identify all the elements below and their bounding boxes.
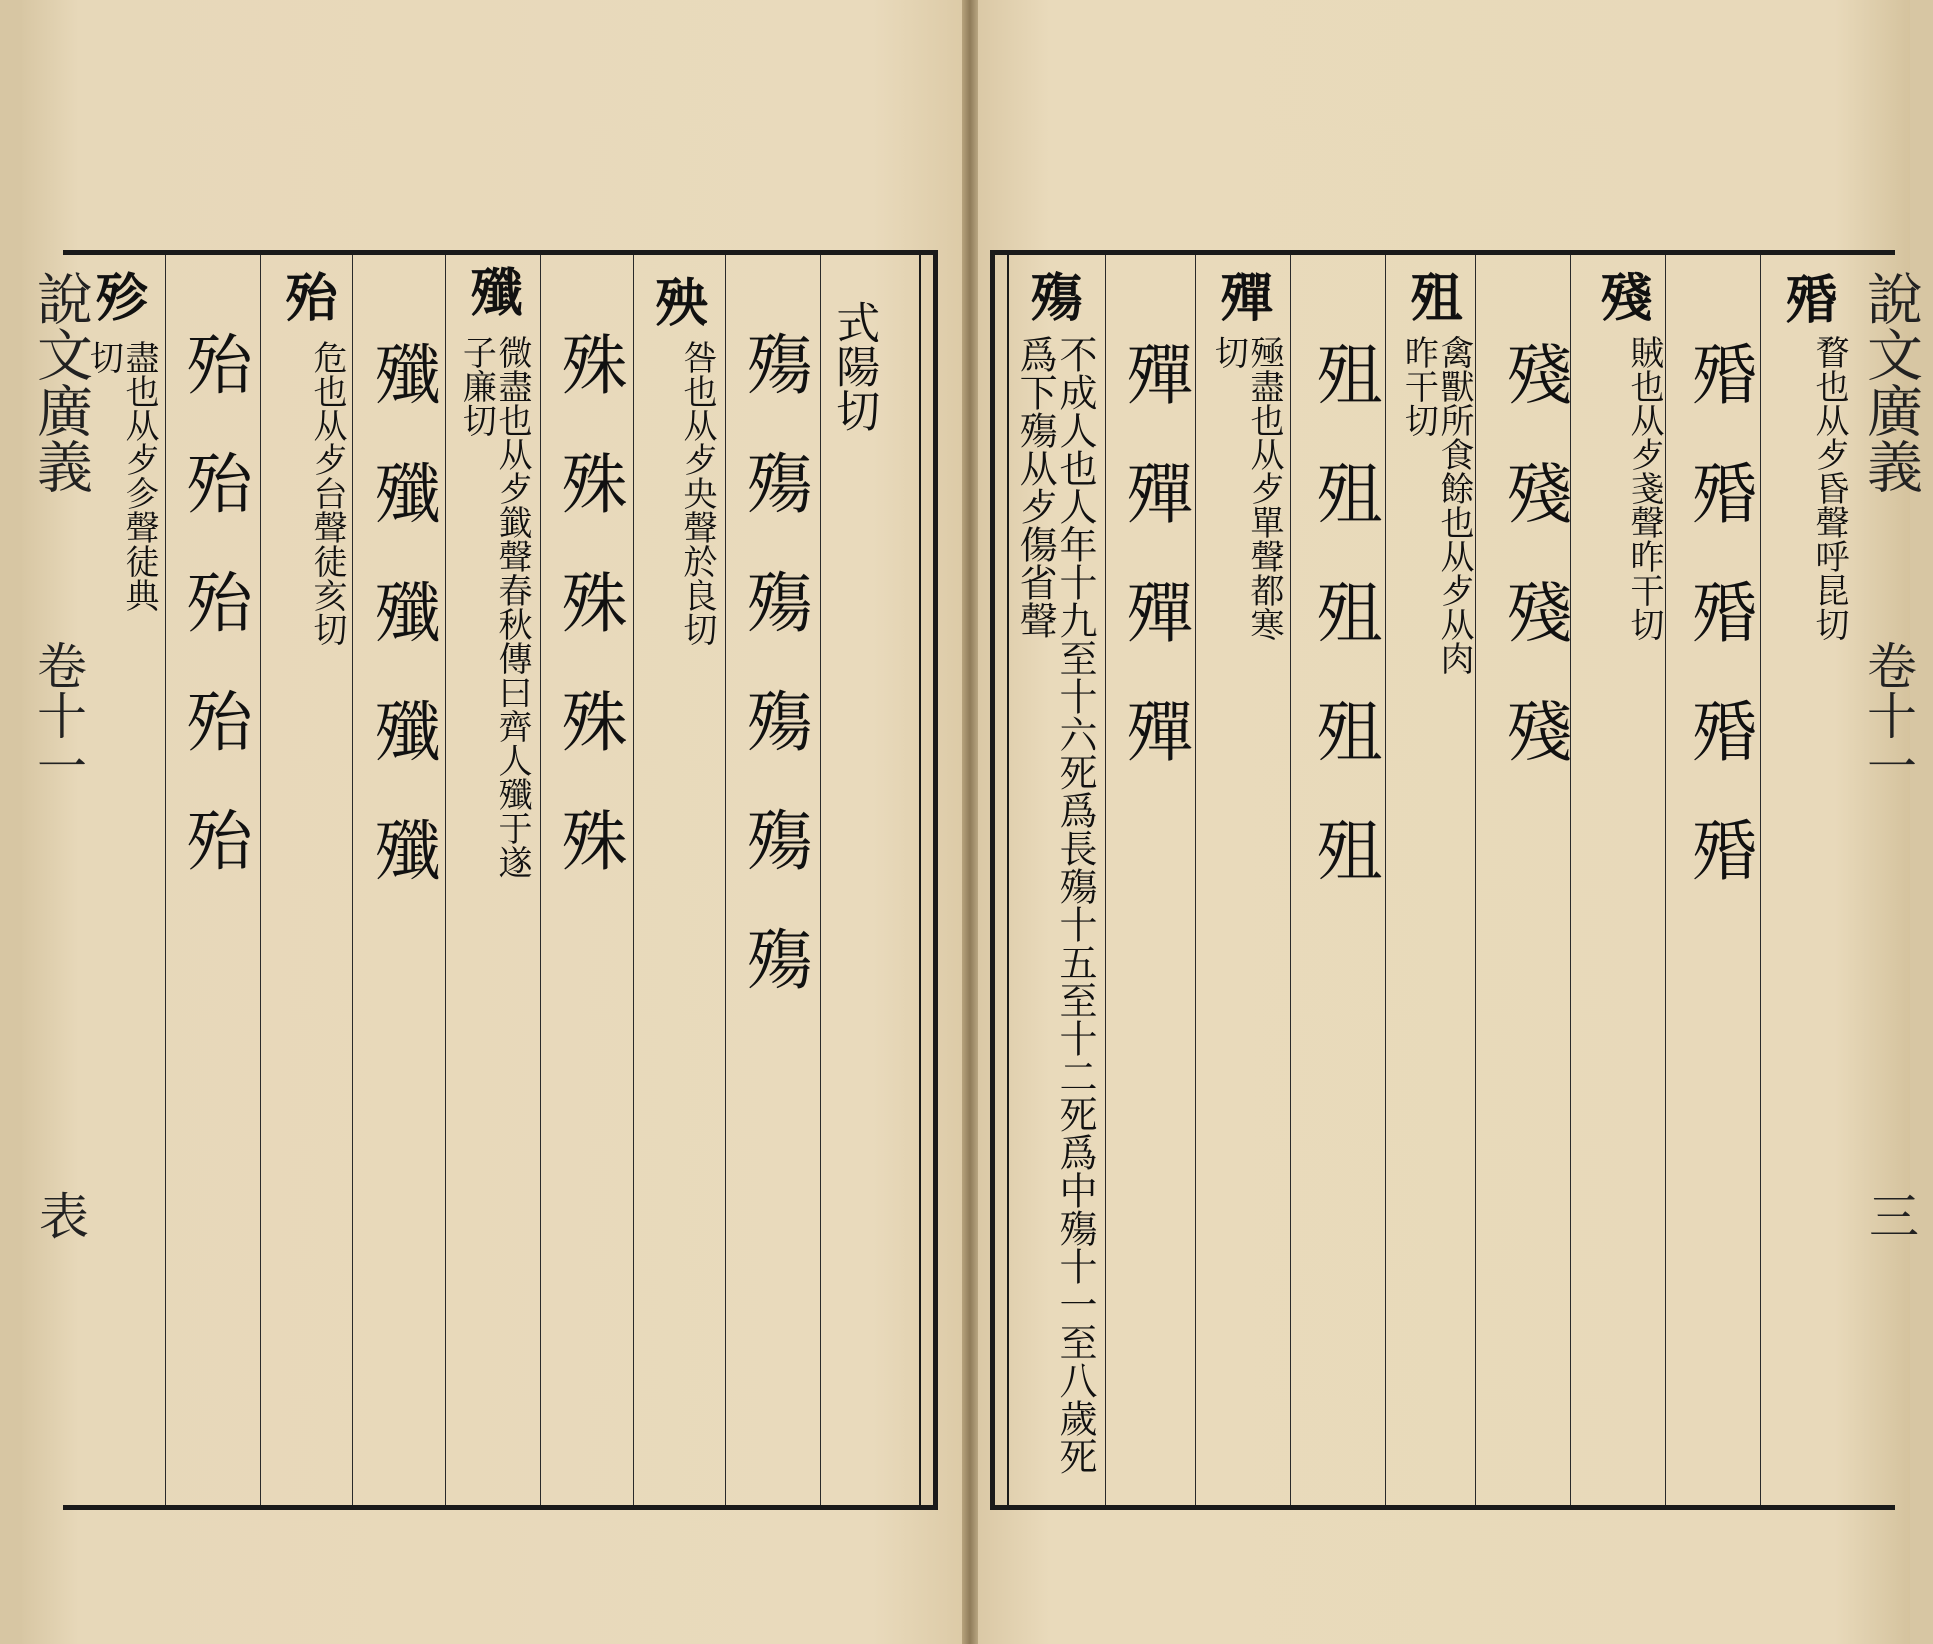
- column-seal-forms: 殂 殂 殂 殂 殂: [1305, 340, 1382, 898]
- entry-gloss: 賊也从歺戔聲昨干切: [1624, 335, 1664, 641]
- column-rule: [1760, 255, 1761, 1505]
- entry-head-char: 殄: [86, 270, 147, 322]
- column-rule: [352, 255, 353, 1505]
- entry-gloss: 不成人也人年十九至十六死爲長殤十五至十二死爲中殤十一至八歲死爲下殤从歺傷省聲: [1013, 335, 1097, 1475]
- right-margin-folio: 三: [1861, 1190, 1919, 1240]
- column-rule: [1290, 255, 1291, 1505]
- entry-head-char: 殙: [1776, 272, 1837, 324]
- entry-gloss: 禽獸所食餘也从歺从肉昨干切: [1398, 335, 1474, 675]
- column-rule: [260, 255, 261, 1505]
- column-note: 式陽切: [828, 300, 880, 432]
- left-margin-folio: 表: [31, 1190, 89, 1240]
- column-rule: [1105, 255, 1106, 1505]
- column-seal-forms: 殙 殙 殙 殙 殙: [1680, 340, 1757, 898]
- column-seal-forms: 殆 殆 殆 殆 殆: [175, 330, 252, 888]
- column-seal-forms: 殲 殲 殲 殲 殲: [363, 340, 440, 898]
- left-margin-title: 說文廣義: [28, 270, 93, 494]
- column-rule: [725, 255, 726, 1505]
- entry-head-char: 殂: [1401, 270, 1462, 322]
- column-seal-forms: 殤 殤 殤 殤 殤 殤: [735, 330, 812, 1007]
- left-margin-volume: 卷十一: [29, 640, 87, 790]
- column-rule: [633, 255, 634, 1505]
- right-margin-title: 說文廣義: [1858, 270, 1923, 494]
- entry-gloss: 瞀也从歺昏聲呼昆切: [1809, 335, 1849, 641]
- entry-gloss: 盡也从歺㐱聲徒典切: [83, 340, 159, 612]
- column-seal-forms: 殊 殊 殊 殊 殊: [550, 330, 627, 888]
- entry-gloss: 微盡也从歺韱聲春秋傳曰齊人殲于遂子廉切: [456, 335, 532, 879]
- entry-head-char: 殘: [1591, 270, 1652, 322]
- column-seal-forms: 殘 殘 殘 殘: [1495, 340, 1572, 779]
- column-rule: [165, 255, 166, 1505]
- column-rule: [820, 255, 821, 1505]
- column-rule: [540, 255, 541, 1505]
- right-margin-volume: 卷十一: [1859, 640, 1917, 790]
- column-rule: [445, 255, 446, 1505]
- column-rule: [1385, 255, 1386, 1505]
- column-rule: [1475, 255, 1476, 1505]
- entry-head-char: 殤: [1021, 270, 1082, 322]
- column-rule: [1195, 255, 1196, 1505]
- book-spine: [962, 0, 978, 1644]
- column-rule: [1665, 255, 1666, 1505]
- entry-head-char: 殃: [646, 275, 707, 327]
- entry-gloss: 危也从歺台聲徒亥切: [307, 340, 347, 646]
- entry-head-char: 殲: [461, 265, 522, 317]
- entry-gloss: 咎也从歺央聲於良切: [677, 340, 717, 646]
- entry-gloss: 殛盡也从歺單聲都寒切: [1208, 335, 1284, 641]
- entry-head-char: 殫: [1211, 270, 1272, 322]
- column-seal-forms: 殫 殫 殫 殫: [1115, 340, 1192, 779]
- entry-head-char: 殆: [276, 270, 337, 322]
